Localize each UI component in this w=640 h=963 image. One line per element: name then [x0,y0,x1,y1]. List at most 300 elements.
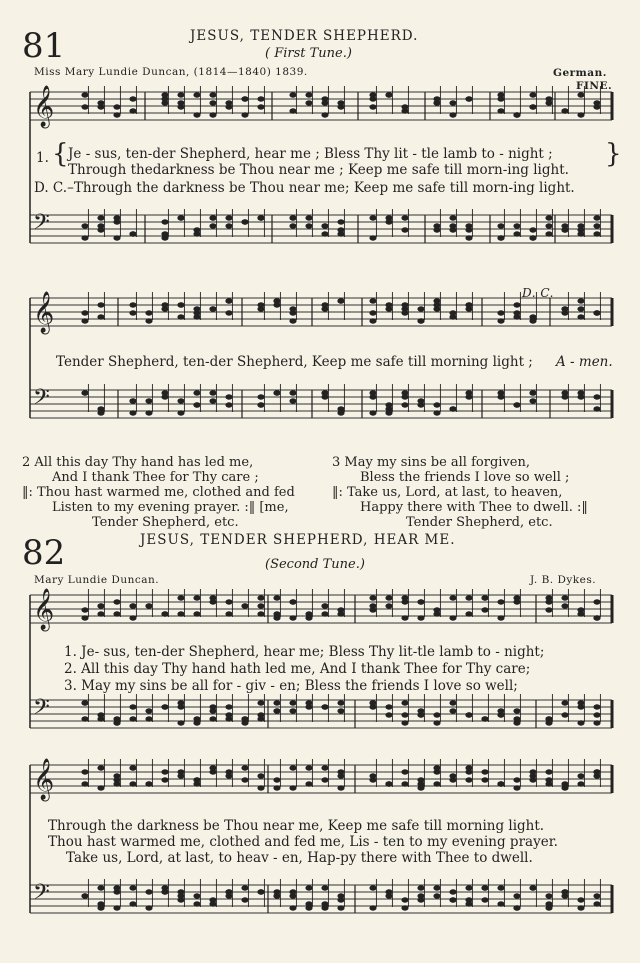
author: Mary Lundie Duncan. [34,574,160,586]
note-head [561,712,568,717]
author: Miss Mary Lundie Duncan, (1814—1840) 1839. [34,66,308,78]
note-head [145,410,152,415]
lyric-line: Thou hast warmed me, clothed and fed me, Lis - ten to my evening prayer. [48,834,558,850]
fine-mark: FINE. [576,80,613,92]
verse-2: 2 All this day Thy hand has led me, And I thank Thee for Thy care ; ‖: Thou hast warmed me, clothed and fed Listen to my evening prayer. :‖ [me, Tender Shepherd, etc. [22,455,295,530]
note-head [401,302,408,307]
note-head [401,897,408,902]
note-head [593,231,600,236]
lyric-line: 1. Je- sus, ten-der Shepherd, hear me; Bless Thy lit-tle lamb to - night; [64,644,545,660]
note-head [113,777,120,782]
note-head [97,785,104,790]
note-head [433,765,440,770]
note-head [225,599,232,604]
note-head [401,595,408,600]
note-head [577,298,584,303]
note-head [129,603,136,608]
note-head [337,708,344,713]
note-head [289,708,296,713]
note-head [241,219,248,224]
note-head [465,96,472,101]
lyric-line: Je - sus, ten-der Shepherd, hear me ; Bless Thy lit - tle lamb to - night ; [68,146,553,162]
note-head [177,720,184,725]
note-head [145,318,152,323]
note-head [289,599,296,604]
note-head [145,905,152,910]
note-head [449,310,456,315]
note-head [129,615,136,620]
note-head [129,310,136,315]
note-head [401,781,408,786]
note-head [577,314,584,319]
note-head [561,223,568,228]
note-head [577,223,584,228]
note-head [193,595,200,600]
note-head [401,720,408,725]
note-head [401,104,408,109]
bass-clef-icon: 𝄢 [33,210,50,240]
staff [30,298,612,326]
note-head [193,231,200,236]
note-head [593,223,600,228]
note-head [481,777,488,782]
composer: German. [553,67,607,79]
note-head [321,100,328,105]
note-head [113,215,120,220]
note-head [417,615,424,620]
note-head [81,769,88,774]
note-head [577,781,584,786]
note-head [129,716,136,721]
note-head [81,318,88,323]
note-head [161,769,168,774]
note-head [545,607,552,612]
note-head [433,893,440,898]
note-head [177,92,184,97]
tune-label: ( First Tune.) [265,46,352,61]
note-head [497,599,504,604]
lyric-line: Tender Shepherd, ten-der Shepherd, Keep me safe till morning light ; [56,354,533,370]
note-head [97,104,104,109]
note-head [513,599,520,604]
note-head [97,406,104,411]
hymn-number: 82 [22,533,66,573]
note-head [369,390,376,395]
note-head [321,885,328,890]
note-head [305,700,312,705]
note-head [465,223,472,228]
lyric-line: Take us, Lord, at last, to heav - en, Hap-py there with Thee to dwell. [66,850,533,866]
note-head [241,777,248,782]
note-head [209,765,216,770]
note-head [257,700,264,705]
note-head [449,223,456,228]
note-head [193,112,200,117]
note-head [129,231,136,236]
note-head [385,219,392,224]
note-head [369,104,376,109]
note-head [273,708,280,713]
note-head [321,611,328,616]
note-head [401,310,408,315]
note-head [369,410,376,415]
note-head [417,398,424,403]
note-head [337,769,344,774]
note-head [129,704,136,709]
note-head [433,885,440,890]
note-head [305,215,312,220]
lyric-line: 2. All this day Thy hand hath led me, And I thank Thee for Thy care; [64,661,531,677]
treble-clef-icon: 𝄞 [33,292,55,333]
note-head [81,223,88,228]
note-head [433,100,440,105]
note-head [513,302,520,307]
note-head [513,785,520,790]
note-head [497,712,504,717]
note-head [193,901,200,906]
note-head [177,398,184,403]
note-head [97,611,104,616]
note-head [257,306,264,311]
note-head [145,889,152,894]
note-head [369,885,376,890]
note-head [417,599,424,604]
note-head [225,394,232,399]
note-head [145,716,152,721]
note-head [145,310,152,315]
note-head [193,390,200,395]
note-head [465,901,472,906]
treble-clef-icon: 𝄞 [33,86,55,127]
note-head [337,607,344,612]
note-head [433,302,440,307]
amen: A - men. [556,354,613,370]
note-head [593,599,600,604]
note-head [209,595,216,600]
note-head [577,773,584,778]
note-head [401,700,408,705]
note-head [289,390,296,395]
note-head [257,96,264,101]
note-head [593,394,600,399]
note-head [417,885,424,890]
note-head [321,901,328,906]
note-head [545,223,552,228]
note-head [193,306,200,311]
note-head [81,716,88,721]
note-head [385,704,392,709]
note-head [497,310,504,315]
note-head [305,765,312,770]
note-head [113,599,120,604]
note-head [305,611,312,616]
note-head [161,219,168,224]
note-head [561,603,568,608]
note-head [177,595,184,600]
note-head [337,100,344,105]
note-head [369,700,376,705]
treble-clef-icon: 𝄞 [33,759,55,800]
note-head [321,603,328,608]
note-head [161,231,168,236]
note-head [497,885,504,890]
note-head [81,700,88,705]
note-head [161,611,168,616]
note-head [177,314,184,319]
note-head [529,104,536,109]
note-head [497,615,504,620]
note-head [529,398,536,403]
note-head [577,611,584,616]
note-head [289,310,296,315]
note-head [545,231,552,236]
hymn-number: 81 [22,26,66,66]
brace-left: { [52,139,69,169]
note-head [161,390,168,395]
note-head [529,318,536,323]
note-head [225,223,232,228]
note-head [449,708,456,713]
note-head [513,716,520,721]
note-head [369,310,376,315]
note-head [273,595,280,600]
note-head [465,235,472,240]
note-head [385,603,392,608]
note-head [449,595,456,600]
note-head [369,96,376,101]
note-head [545,893,552,898]
note-head [337,298,344,303]
note-head [97,302,104,307]
note-head [561,394,568,399]
note-head [593,215,600,220]
note-head [449,889,456,894]
note-head [193,92,200,97]
note-head [433,227,440,232]
note-head [401,394,408,399]
note-head [433,402,440,407]
tune-label: (Second Tune.) [265,557,365,572]
note-head [225,611,232,616]
note-head [593,704,600,709]
note-head [81,615,88,620]
note-head [225,773,232,778]
note-head [97,885,104,890]
note-head [529,769,536,774]
note-head [401,227,408,232]
note-head [529,885,536,890]
note-head [401,215,408,220]
note-head [449,100,456,105]
note-head [129,108,136,113]
note-head [145,708,152,713]
note-head [305,92,312,97]
note-head [161,302,168,307]
note-head [593,100,600,105]
note-head [129,901,136,906]
note-head [497,223,504,228]
note-head [497,318,504,323]
note-head [369,905,376,910]
note-head [257,889,264,894]
note-head [529,92,536,97]
bass-clef-icon: 𝄢 [33,385,50,415]
note-head [113,104,120,109]
note-head [369,595,376,600]
note-head [225,310,232,315]
note-head [209,901,216,906]
note-head [129,398,136,403]
bass-clef-icon: 𝄢 [33,695,50,725]
note-head [385,402,392,407]
note-head [481,607,488,612]
note-head [545,901,552,906]
note-head [129,885,136,890]
note-head [433,607,440,612]
note-head [257,402,264,407]
note-head [273,390,280,395]
note-head [289,223,296,228]
lyric-line: Through thedarkness be Thou near me ; Keep me safe till morn-ing light. [68,162,569,178]
note-head [257,773,264,778]
dc-lyric-line: D. C.–Through the darkness be Thou near me; Keep me safe till morn-ing light. [34,180,575,196]
note-head [513,231,520,236]
note-head [241,765,248,770]
note-head [97,905,104,910]
note-head [113,235,120,240]
note-head [529,390,536,395]
note-head [513,777,520,782]
note-head [369,215,376,220]
note-head [321,302,328,307]
note-head [209,215,216,220]
note-head [289,893,296,898]
note-head [81,607,88,612]
note-head [593,769,600,774]
note-head [513,310,520,315]
note-head [561,785,568,790]
verse-number: 1. [36,150,49,166]
note-head [161,889,168,894]
verse-3: 3 May my sins be all forgiven, Bless the friends I love so well ; ‖: Take us, Lord, at last, to heaven, Happy there with Thee to dwell. :‖ Tender Shepherd, etc. [332,455,588,530]
note-head [385,712,392,717]
note-head [305,901,312,906]
note-head [577,720,584,725]
note-head [529,235,536,240]
note-head [113,885,120,890]
note-head [177,410,184,415]
note-head [145,781,152,786]
note-head [337,785,344,790]
note-head [529,227,536,232]
note-head [97,223,104,228]
note-head [449,215,456,220]
note-head [369,607,376,612]
note-head [513,893,520,898]
note-head [257,716,264,721]
note-head [81,310,88,315]
note-head [225,215,232,220]
note-head [321,394,328,399]
note-head [257,785,264,790]
note-head [593,901,600,906]
note-head [321,112,328,117]
note-head [577,390,584,395]
note-head [369,773,376,778]
note-head [321,765,328,770]
note-head [257,215,264,220]
note-head [529,777,536,782]
note-head [177,704,184,709]
note-head [577,306,584,311]
note-head [593,310,600,315]
note-head [129,96,136,101]
note-head [465,302,472,307]
note-head [193,720,200,725]
note-head [449,615,456,620]
note-head [433,781,440,786]
note-head [305,100,312,105]
note-head [193,402,200,407]
note-head [305,885,312,890]
note-head [481,595,488,600]
note-head [161,704,168,709]
note-head [497,96,504,101]
note-head [465,712,472,717]
note-head [257,603,264,608]
note-head [513,708,520,713]
note-head [369,298,376,303]
note-head [481,716,488,721]
lyric-line: Through the darkness be Thou near me, Keep me safe till morning light. [48,818,545,834]
note-head [497,394,504,399]
note-head [241,603,248,608]
note-head [513,402,520,407]
note-head [257,595,264,600]
note-head [193,611,200,616]
note-head [577,92,584,97]
note-head [193,314,200,319]
note-head [545,215,552,220]
note-head [337,897,344,902]
note-head [385,781,392,786]
note-head [401,769,408,774]
hymn-title: JESUS, TENDER SHEPHERD. [190,28,419,44]
note-head [177,100,184,105]
note-head [241,112,248,117]
note-head [225,893,232,898]
note-head [209,708,216,713]
note-head [577,700,584,705]
note-head [209,398,216,403]
note-head [497,901,504,906]
note-head [241,885,248,890]
note-head [81,235,88,240]
note-head [273,785,280,790]
note-head [481,885,488,890]
note-head [401,402,408,407]
note-head [81,390,88,395]
note-head [305,223,312,228]
note-head [177,611,184,616]
note-head [545,777,552,782]
note-head [401,712,408,717]
note-head [97,215,104,220]
note-head [273,893,280,898]
note-head [465,777,472,782]
note-head [209,716,216,721]
note-head [337,700,344,705]
